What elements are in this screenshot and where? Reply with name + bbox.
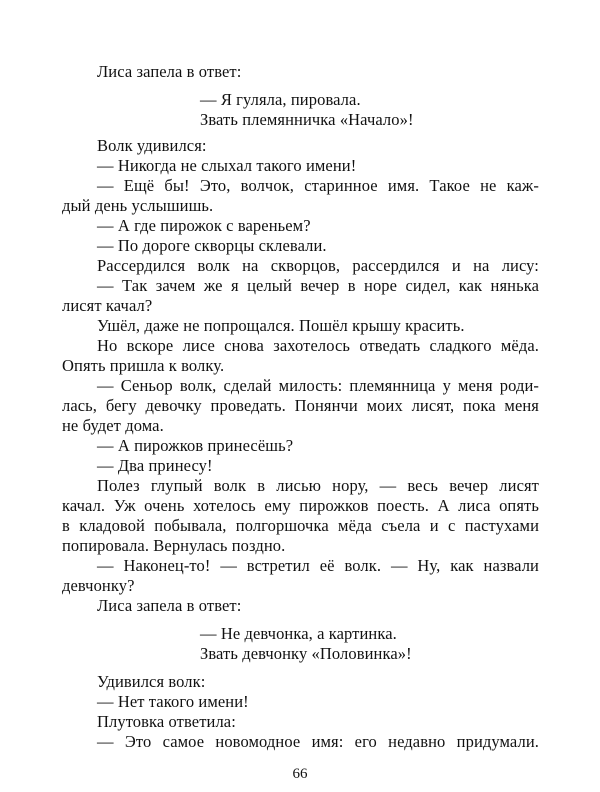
verse-line: — Я гуляла, пировала. [200, 90, 361, 109]
text-line: не будет дома. [62, 416, 164, 435]
text-line: лась, бегу девочку проведать. Понянчи моих лисят, пока меня [62, 396, 539, 415]
text-line: — Ещё бы! Это, волчок, старинное имя. Такое не каж- [97, 176, 539, 195]
text-line: дый день услышишь. [62, 196, 214, 215]
text-line: лисят качал? [62, 296, 153, 315]
text-line: Удивился волк: [97, 672, 206, 691]
text-line: — Наконец-то! — встретил её волк. — Ну, как назвали [97, 556, 539, 575]
text-line: — А пирожков принесёшь? [97, 436, 294, 455]
text-line: — Так зачем же я целый вечер в норе сидел, как нянька [97, 276, 539, 295]
text-line: — По дороге скворцы склевали. [97, 236, 327, 255]
text-line: — Никогда не слыхал такого имени! [97, 156, 357, 175]
page-number: 66 [292, 766, 308, 782]
verse-line: Звать племянничка «Начало»! [200, 110, 414, 129]
verse-line: Звать девчонку «Половинка»! [200, 644, 412, 663]
text-line: Опять пришла к волку. [62, 356, 225, 375]
text-line: Ушёл, даже не попрощался. Пошёл крышу красить. [97, 316, 465, 335]
text-line: Полез глупый волк в лисью нору, — весь вечер лисят [97, 476, 539, 495]
text-line: качал. Уж очень хотелось ему пирожков поесть. А лиса опять [62, 496, 539, 515]
text-line: Волк удивился: [97, 136, 207, 155]
text-line: — Нет такого имени! [97, 692, 249, 711]
text-line: — Это самое новомодное имя: его недавно придумали. [97, 732, 539, 751]
text-line: Но вскоре лисе снова захотелось отведать сладкого мёда. [97, 336, 539, 355]
text-line: — Два принесу! [97, 456, 213, 475]
text-line: — А где пирожок с вареньем? [97, 216, 311, 235]
text-line: попировала. Вернулась поздно. [62, 536, 286, 555]
text-line: Лиса запела в ответ: [97, 596, 242, 615]
text-line: в кладовой побывала, полгоршочка мёда съела и с пастухами [62, 516, 539, 535]
text-line: девчонку? [62, 576, 135, 595]
text-line: — Сеньор волк, сделай милость: племянница у меня роди- [97, 376, 539, 395]
text-line: Плутовка ответила: [97, 712, 236, 731]
verse-line: — Не девчонка, а картинка. [200, 624, 397, 643]
text-line: Лиса запела в ответ: [97, 62, 242, 81]
text-line: Рассердился волк на скворцов, рассердился и на лису: [97, 256, 539, 275]
